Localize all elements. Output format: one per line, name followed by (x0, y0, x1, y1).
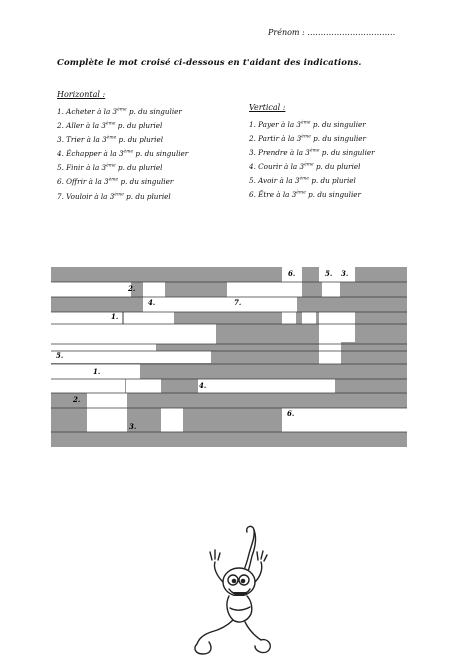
horizontal-clue-7: 7. Vouloir à la 3ème p. du pluriel (57, 191, 171, 201)
vertical-clue-list (249, 118, 439, 203)
vertical-clue-3: 3. Prendre à la 3ème p. du singulier (249, 148, 375, 158)
grid-cell[interactable] (89, 379, 125, 393)
grid-number-label: 3. (129, 422, 137, 431)
grid-cell[interactable] (70, 364, 106, 379)
vertical-clue-5: 5. Avoir à la 3ème p. du pluriel (249, 176, 356, 186)
grid-cell[interactable] (143, 282, 165, 297)
grid-cell[interactable] (126, 364, 140, 379)
horizontal-clue-4: 4. Échapper à la 3ème p. du singulier (57, 149, 189, 159)
grid-number-label: 7. (234, 298, 242, 307)
vertical-clue-1: 1. Payer à la 3ème p. du singulier (249, 120, 366, 129)
horizontal-clue-5: 5. Finir à la 3ème p. du pluriel (57, 163, 163, 173)
grid-cell[interactable] (51, 379, 89, 393)
vertical-clue-2: 2. Partir à la 3ème p. du singulier (249, 134, 366, 144)
grid-cell[interactable] (198, 379, 335, 393)
crossword-grid-svg[interactable] (51, 267, 407, 447)
vertical-title: Vertical : (249, 103, 286, 112)
horizontal-clue-6: 6. Offrir à la 3ème p. du singulier (57, 177, 174, 187)
grid-cell[interactable] (51, 324, 124, 344)
grid-cell[interactable] (51, 351, 211, 363)
grid-cell[interactable] (87, 393, 107, 408)
grid-number-label: 1. (93, 367, 101, 376)
prenom-line[interactable]: Prénom : …………………………… (268, 28, 396, 37)
grid-cell[interactable] (282, 408, 407, 432)
horizontal-title: Horizontal : (57, 90, 106, 99)
grid-cell[interactable] (161, 324, 216, 344)
grid-cell[interactable] (282, 312, 296, 324)
grid-number-label: 3. (341, 269, 349, 278)
horizontal-clues (57, 90, 247, 204)
vertical-clue-4: 4. Courir à la 3ème p. du pluriel (249, 162, 361, 172)
grid-cell[interactable] (161, 408, 183, 432)
cartoon-character-image (183, 524, 275, 664)
horizontal-clue-1: 1. Acheter à la 3ème p. du singulier (57, 107, 182, 116)
grid-cell[interactable] (87, 408, 107, 432)
horizontal-clue-list (57, 105, 247, 204)
grid-cell[interactable] (124, 312, 174, 324)
grid-cell[interactable] (51, 282, 131, 297)
grid-cell[interactable] (105, 364, 127, 379)
grid-number-label: 2. (73, 395, 81, 404)
grid-cell[interactable] (51, 344, 156, 351)
grid-number-label: 4. (148, 298, 156, 307)
vertical-clue-6: 6. Être à la 3ème p. du singulier (249, 190, 361, 200)
grid-cell[interactable] (161, 297, 297, 312)
grid-cell[interactable] (302, 312, 316, 324)
vertical-clues (249, 103, 439, 203)
grid-cell[interactable] (227, 282, 282, 297)
grid-cell[interactable] (126, 379, 161, 393)
grid-cell[interactable] (105, 393, 127, 408)
grid-number-label: 2. (128, 284, 136, 293)
grid-cell[interactable] (124, 324, 164, 344)
grid-number-label: 4. (199, 381, 207, 390)
grid-number-label: 6. (288, 269, 296, 278)
grid-cell[interactable] (105, 408, 127, 432)
grid-number-label: 5. (56, 351, 64, 360)
grid-cell[interactable] (51, 364, 71, 379)
instruction-title: Complète le mot croisé ci-dessous en t'aidant des indications. (57, 58, 362, 68)
crossword-grid[interactable] (51, 267, 407, 447)
grid-number-label: 1. (111, 312, 119, 321)
grid-number-label: 5. (325, 269, 333, 278)
horizontal-clue-3: 3. Trier à la 3ème p. du pluriel (57, 135, 164, 145)
horizontal-clue-2: 2. Aller à la 3ème p. du pluriel (57, 121, 163, 131)
grid-number-label: 6. (287, 409, 295, 418)
